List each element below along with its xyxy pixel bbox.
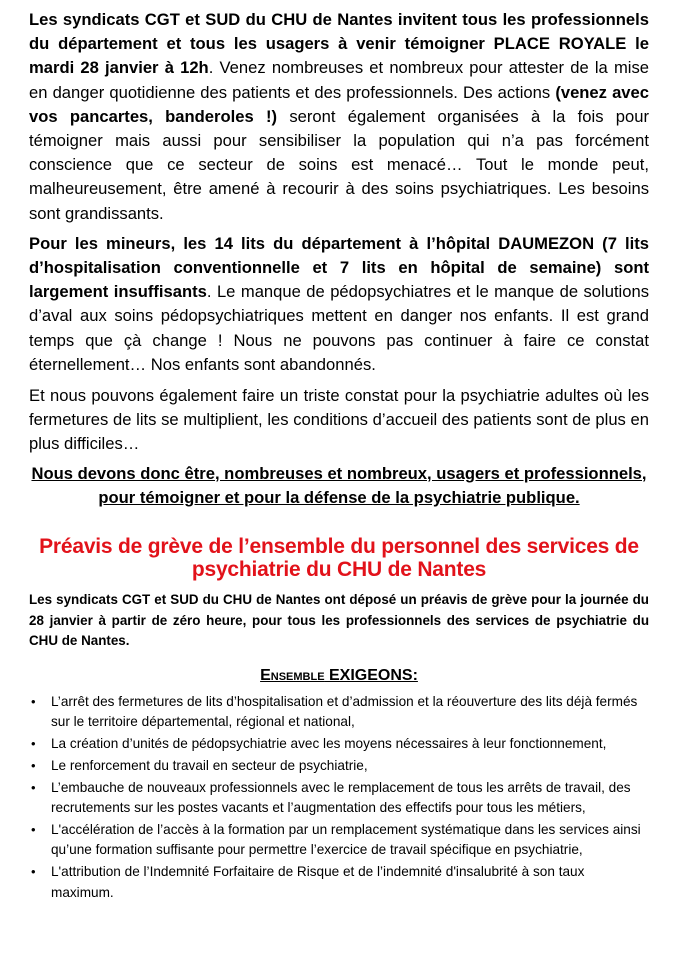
list-item — [29, 862, 649, 902]
invitation-bold-mid: (venez avec vos pancartes, banderoles !) — [29, 82, 649, 126]
demands-heading-ensemble: Ensemble — [260, 666, 325, 684]
bullet-icon: • — [31, 864, 36, 880]
paragraph-adults: Et nous pouvons également faire un triste constat pour la psychiatrie adultes où les fermetures de lits se multiplient, les conditions d’accueil des patients sont de plus en plus difficiles… — [29, 386, 649, 454]
demand-text: L'accélération de l’accès à la formation par un remplacement systématique dans les services ainsi qu’une formation suffisante pour permettre l’exercice de travail spécifique en psychiatrie, — [51, 822, 641, 858]
bullet-icon: • — [31, 693, 36, 709]
demands-list — [29, 692, 649, 903]
demands-heading — [29, 666, 649, 686]
bullet-icon: • — [31, 735, 36, 751]
list-item — [29, 778, 649, 818]
bullet-icon: • — [31, 779, 36, 795]
invitation-text-b: seront également organisées à la fois pour témoigner mais aussi pour sensibiliser la population qui n’a pas forcément conscience que ce secteur de soins est menacé… Tout le monde peut, malheureusement, être amené à recourir à des soins psychiatriques. Les besoins sont grandissants. — [29, 106, 649, 223]
list-item — [29, 734, 649, 754]
call-to-action: Nous devons donc être, nombreuses et nombreux, usagers et professionnels, pour témoigner et pour la défense de la psychiatrie publique. — [31, 463, 647, 508]
minors-text: . Le manque de pédopsychiatres et le manque de solutions d’aval aux soins pédopsychiatriques mettent en danger nos enfants. Il est grand temps que çà change ! Nous ne pouvons pas continuer à faire ce constat éternellement… Nos enfants sont abandonnés. — [29, 282, 649, 374]
paragraph-minors — [29, 232, 649, 377]
demand-text: Le renforcement du travail en secteur de psychiatrie, — [51, 757, 368, 773]
list-item — [29, 756, 649, 776]
minors-bold-lead: Pour les mineurs, les 14 lits du département à l’hôpital DAUMEZON (7 lits d’hospitalisation conventionnelle et 7 lits en hôpital de semaine) sont largement insuffisants — [29, 233, 649, 302]
demand-text: La création d’unités de pédopsychiatrie avec les moyens nécessaires à leur fonctionnement, — [51, 735, 607, 751]
demand-text: L'attribution de l’Indemnité Forfaitaire de Risque et de l’indemnité d'insalubrité à son taux maximum. — [51, 864, 585, 900]
list-item — [29, 692, 649, 732]
strike-notice-title: Préavis de grève de l’ensemble du personnel des services de psychiatrie du CHU de Nantes — [39, 535, 639, 582]
strike-notice-text: Les syndicats CGT et SUD du CHU de Nantes ont déposé un préavis de grève pour la journée du 28 janvier à partir de zéro heure, pour tous les professionnels des services de psychiatrie du CHU de Nantes. — [29, 592, 649, 649]
invitation-bold-lead: Les syndicats CGT et SUD du CHU de Nantes invitent tous les professionnels du département et tous les usagers à venir témoigner PLACE ROYALE le mardi 28 janvier à 12h — [29, 10, 649, 78]
list-item — [29, 820, 649, 860]
bullet-icon: • — [31, 822, 36, 838]
invitation-text-a: . Venez nombreuses et nombreux pour attester de la mise en danger quotidienne des patients et des professionnels. Des actions — [29, 58, 649, 102]
demand-text: L’embauche de nouveaux professionnels avec le remplacement de tous les arrêts de travail, des recrutements sur les postes vacants et l’augmentation des effectifs pour tous les métiers, — [51, 779, 631, 816]
demands-heading-exigeons: EXIGEONS: — [324, 666, 418, 684]
demand-text: L’arrêt des fermetures de lits d’hospitalisation et d’admission et la réouverture des lits déjà fermés sur le territoire départemental, régional et national, — [51, 693, 638, 729]
paragraph-invitation — [29, 8, 649, 226]
bullet-icon: • — [31, 757, 36, 773]
